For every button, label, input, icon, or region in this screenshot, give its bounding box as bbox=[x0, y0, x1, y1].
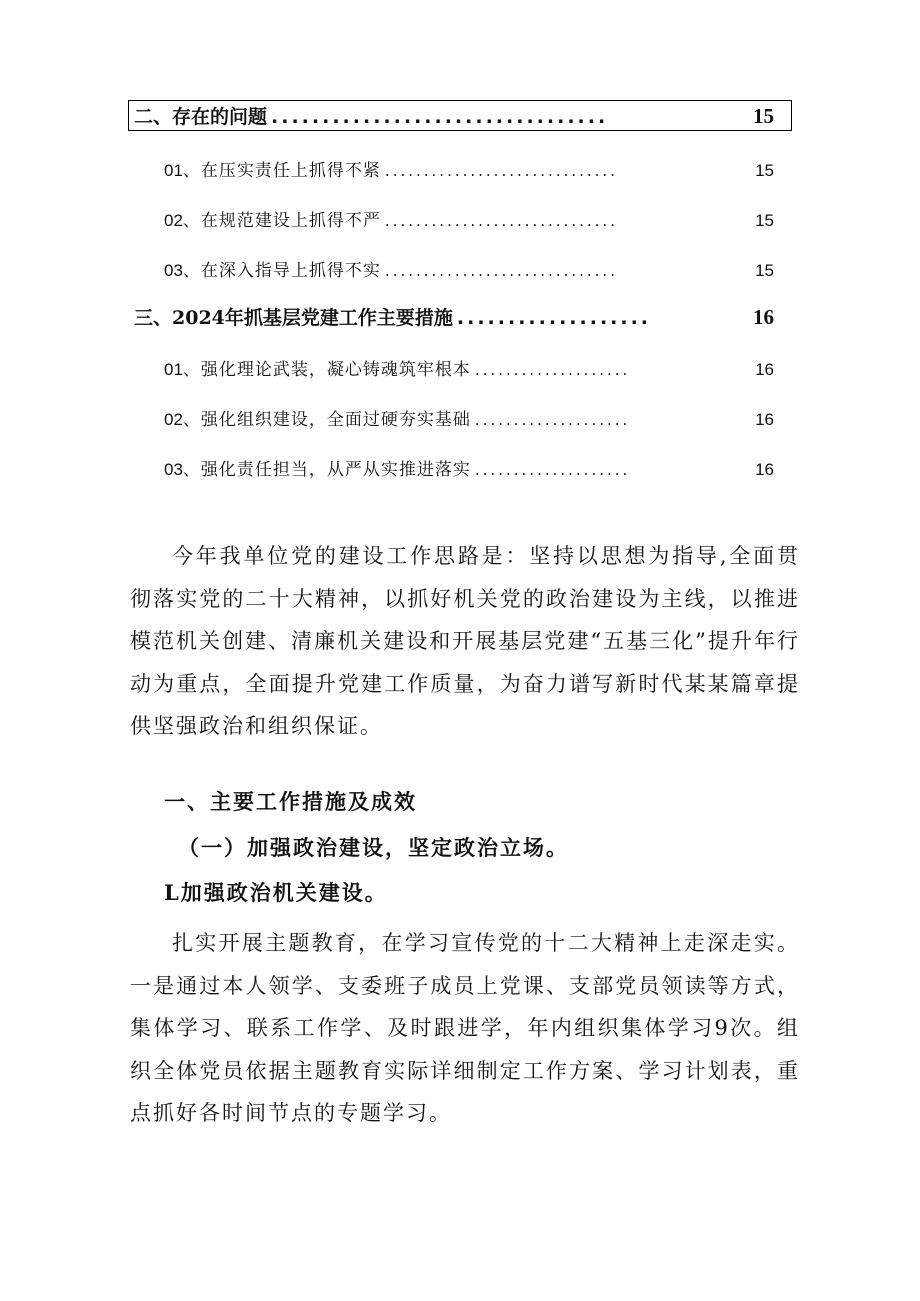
section-heading-1: 一、主要工作措施及成效 bbox=[164, 789, 417, 814]
toc-item-number: 02 bbox=[164, 410, 183, 429]
toc-entry-2-02[interactable] bbox=[164, 206, 774, 231]
toc-page-number: 15 bbox=[753, 104, 774, 128]
toc-page-number: 15 bbox=[755, 161, 774, 180]
toc-item-number: 01 bbox=[164, 161, 183, 180]
toc-entry-2-03[interactable] bbox=[164, 256, 774, 281]
toc-leader-dots: .............................. bbox=[384, 162, 618, 180]
toc-item-number: 02 bbox=[164, 211, 183, 230]
body-paragraph: 扎实开展主题教育，在学习宣传党的十二大精神上走深走实。一是通过本人领学、支委班子成员上党课、支部党员领读等方式，集体学习、联系工作学、及时跟进学，年内组织集体学习9次。组织全体党员依据主题教育实际详细制定工作方案、学习计划表，重点抓好各时间节点的专题学习。 bbox=[130, 931, 800, 1125]
toc-item-title: 、在规范建设上抓得不严 bbox=[182, 211, 381, 231]
item-heading: L加强政治机关建设。 bbox=[164, 880, 388, 905]
toc-entry-title: 二、存在的问题 bbox=[134, 106, 268, 128]
toc-item-number: 03 bbox=[164, 261, 183, 280]
toc-page-number: 16 bbox=[753, 305, 774, 329]
toc-leader-dots: .............................. bbox=[384, 262, 618, 280]
toc-entry-2-01[interactable] bbox=[164, 156, 774, 181]
toc-page-number: 16 bbox=[755, 360, 774, 379]
toc-entry-section2[interactable] bbox=[134, 102, 774, 129]
toc-item-title: 、强化责任担当，从严从实推进落实 bbox=[182, 460, 471, 480]
toc-leader-dots: .................... bbox=[474, 411, 631, 429]
toc-entry-title: 三、2024年抓基层党建工作主要措施 bbox=[134, 307, 453, 329]
subsection-heading: （一）加强政治建设，坚定政治立场。 bbox=[178, 835, 569, 860]
toc-item-title: 、在压实责任上抓得不紧 bbox=[182, 161, 381, 181]
toc-leader-dots: .............................. bbox=[384, 212, 618, 230]
toc-entry-3-01[interactable] bbox=[164, 355, 774, 380]
toc-page-number: 15 bbox=[755, 261, 774, 280]
toc-page-number: 16 bbox=[755, 460, 774, 479]
toc-leader-dots: ................... bbox=[456, 307, 652, 329]
intro-paragraph: 今年我单位党的建设工作思路是：坚持以思想为指导,全面贯彻落实党的二十大精神，以抓好机关党的政治建设为主线，以推进模范机关创建、清廉机关建设和开展基层党建“五基三化”提升年行动为重点，全面提升党建工作质量，为奋力谱写新时代某某篇章提供坚强政治和组织保证。 bbox=[130, 544, 800, 738]
toc-item-title: 、在深入指导上抓得不实 bbox=[182, 261, 381, 281]
toc-entry-3-02[interactable] bbox=[164, 405, 774, 430]
toc-leader-dots: .................... bbox=[474, 361, 631, 379]
toc-item-number: 03 bbox=[164, 460, 183, 479]
toc-entry-section3[interactable] bbox=[134, 303, 774, 330]
toc-page-number: 15 bbox=[755, 211, 774, 230]
toc-item-title: 、强化理论武装，凝心铸魂筑牢根本 bbox=[182, 360, 471, 380]
toc-page-number: 16 bbox=[755, 410, 774, 429]
toc-item-title: 、强化组织建设，全面过硬夯实基础 bbox=[182, 410, 471, 430]
toc-leader-dots: .................... bbox=[474, 461, 631, 479]
toc-entry-3-03[interactable] bbox=[164, 455, 774, 480]
toc-item-number: 01 bbox=[164, 360, 183, 379]
toc-leader-dots: ................................. bbox=[271, 106, 609, 128]
